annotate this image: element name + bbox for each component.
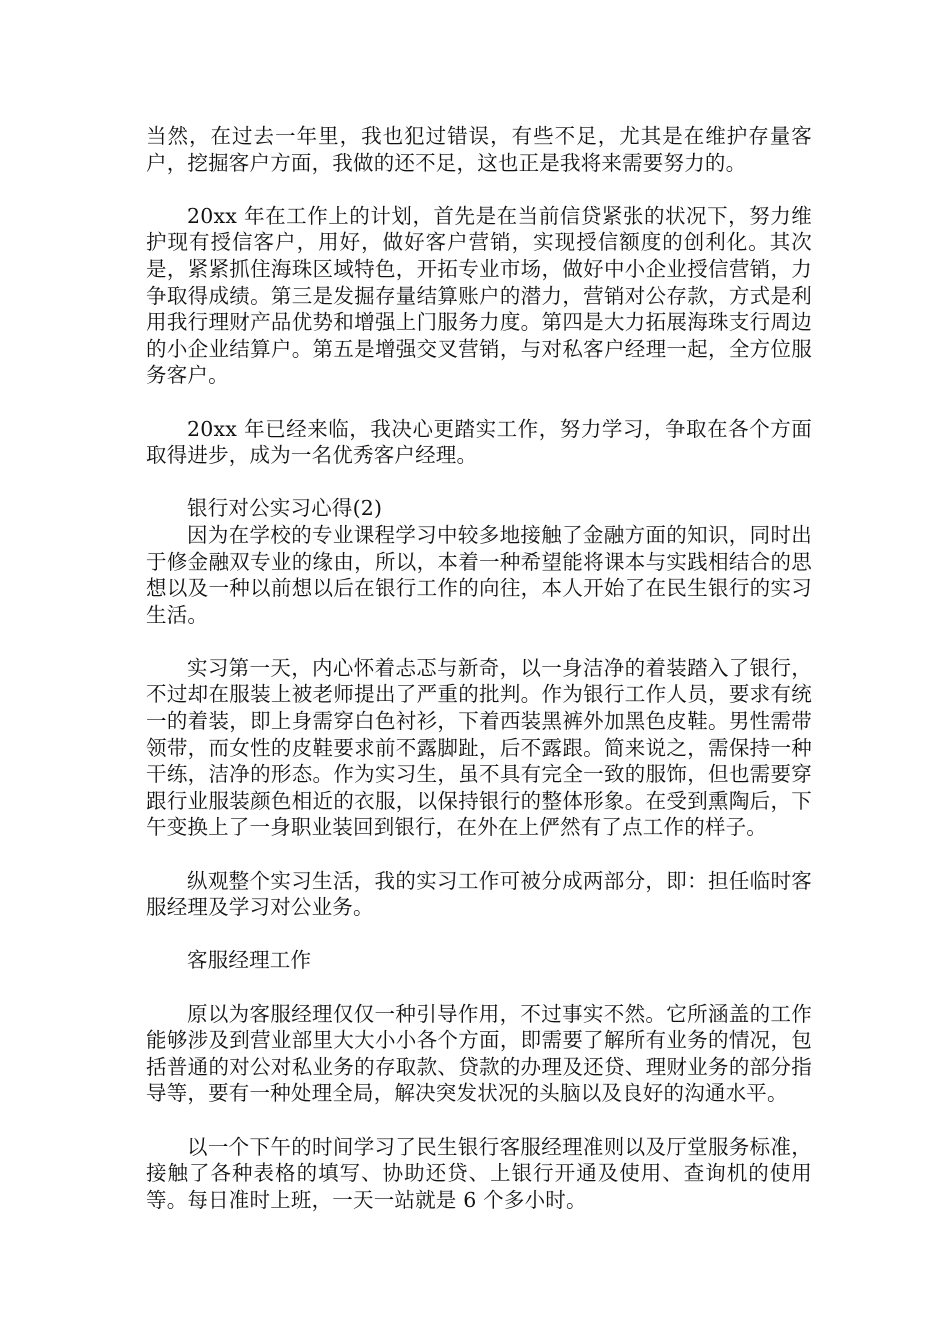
paragraph-first-day: 实习第一天，内心怀着忐忑与新奇，以一身洁净的着装踏入了银行，不过却在服装上被老师提出了严重的批判。作为银行工作人员，要求有统一的着装，即上身需穿白色衬衫，下着西装黑裤外加黑色皮鞋。男性需带领带，而女性的皮鞋要求前不露脚趾，后不露跟。简来说之，需保持一种干练，洁净的形态。作为实习生，虽不具有完全一致的服饰，但也需要穿跟行业服装颜色相近的衣服，以保持银行的整体形象。在受到熏陶后，下午变换上了一身职业装回到银行，在外在上俨然有了点工作的样子。 — [146, 655, 812, 840]
document-body — [146, 123, 812, 1240]
section-heading-customer-service: 客服经理工作 — [187, 948, 312, 973]
section-heading-internship: 银行对公实习心得(2) — [187, 496, 383, 521]
paragraph-customer-service-role: 原以为客服经理仅仅一种引导作用，不过事实不然。它所涵盖的工作能够涉及到营业部里大大小小各个方面，即需要了解所有业务的情况，包括普通的对公对私业务的存取款、贷款的办理及还贷、理财业务的部分指导等，要有一种处理全局，解决突发状况的头脑以及良好的沟通水平。 — [146, 1001, 812, 1106]
paragraph-reflection: 当然，在过去一年里，我也犯过错误，有些不足，尤其是在维护存量客户，挖掘客户方面，我做的还不足，这也正是我将来需要努力的。 — [146, 124, 812, 175]
paragraph-training: 以一个下午的时间学习了民生银行客服经理准则以及厅堂服务标准，接触了各种表格的填写、协助还贷、上银行开通及使用、查询机的使用等。每日准时上班，一天一站就是 6 个多小时。 — [146, 1134, 812, 1212]
paragraph-internship-intro: 因为在学校的专业课程学习中较多地接触了金融方面的知识，同时出于修金融双专业的缘由，所以，本着一种希望能将课本与实践相结合的思想以及一种以前想以后在银行工作的向往，本人开始了在民生银行的实习生活。 — [146, 522, 812, 627]
paragraph-overview: 纵观整个实习生活，我的实习工作可被分成两部分，即：担任临时客服经理及学习对公业务。 — [146, 868, 812, 920]
paragraph-work-plan: 20xx 年在工作上的计划，首先是在当前信贷紧张的状况下，努力维护现有授信客户，用好，做好客户营销，实现授信额度的创利化。其次是，紧紧抓住海珠区域特色，开拓专业市场，做好中小企业授信营销，力争取得成绩。第三是发掘存量结算账户的潜力，营销对公存款，方式是利用我行理财产品优势和增强上门服务力度。第四是大力拓展海珠支行周边的小企业结算户。第五是增强交叉营销，与对私客户经理一起，全方位服务客户。 — [146, 203, 812, 388]
paragraph-resolution: 20xx 年已经来临，我决心更踏实工作，努力学习，争取在各个方面取得进步，成为一名优秀客户经理。 — [146, 416, 812, 468]
